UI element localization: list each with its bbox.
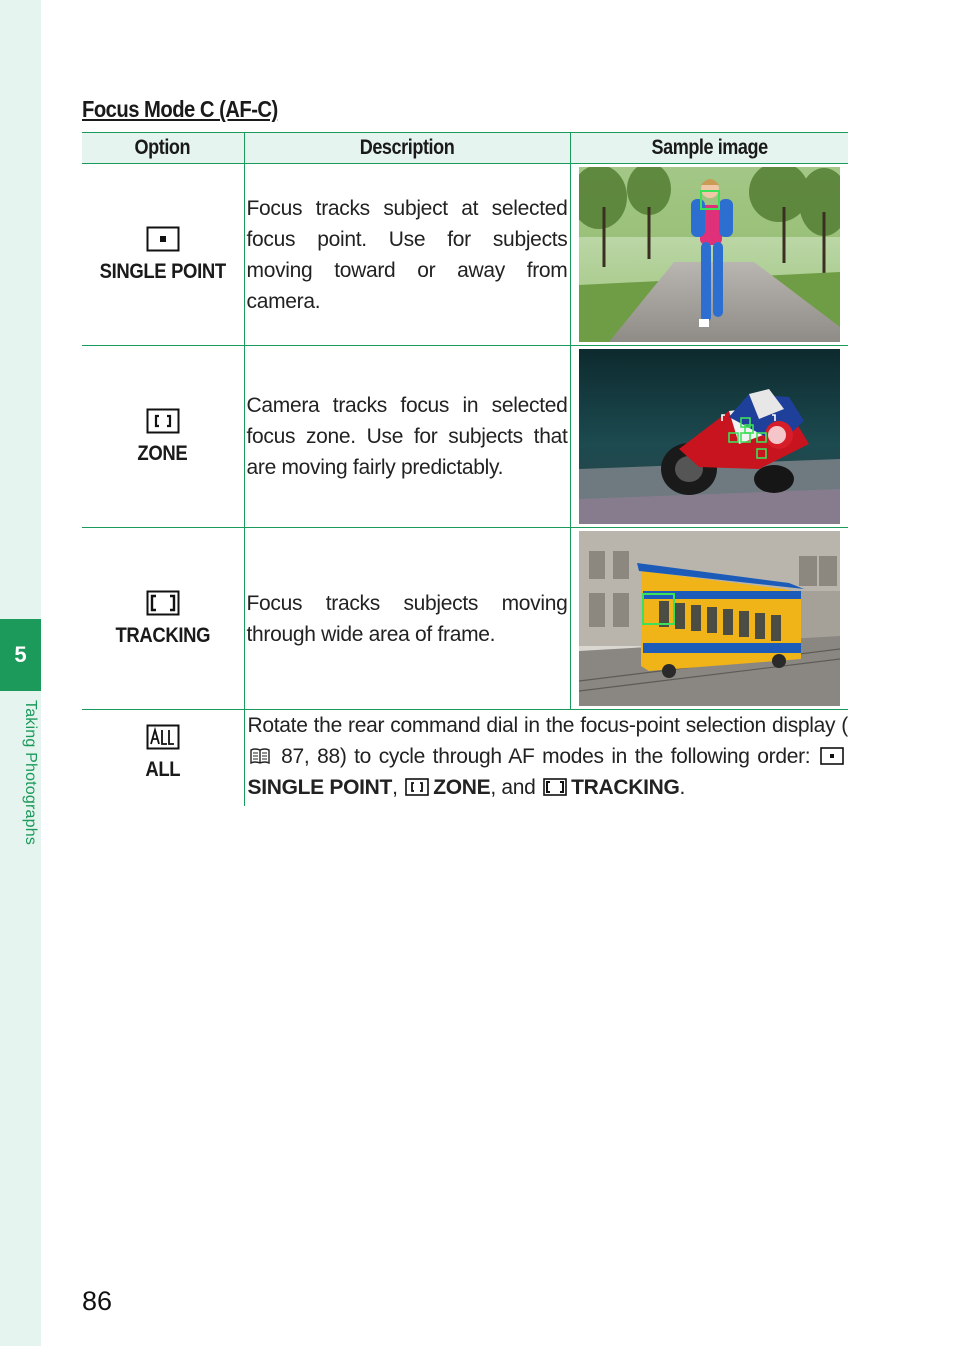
single-point-icon [146, 226, 180, 252]
table-row-all [82, 710, 848, 806]
option-cell [82, 164, 244, 346]
sample-cell [570, 164, 848, 346]
option-label: SINGLE POINT [99, 259, 226, 283]
option-cell [82, 346, 244, 528]
table-row [82, 346, 848, 528]
all-sep-2: , and [490, 776, 536, 799]
sample-cell [570, 528, 848, 710]
section-title: Focus Mode C (AF-C) [82, 96, 278, 122]
option-label: TRACKING [115, 623, 211, 647]
single-point-icon [820, 747, 844, 765]
option-label: ALL [145, 758, 181, 781]
table-row [82, 164, 848, 346]
tracking-icon [146, 590, 180, 616]
all-sep-1: , [392, 776, 398, 799]
description-cell: Camera tracks focus in selected focus zone. Use for subjects that are moving fairly predictably. [244, 346, 570, 528]
tracking-icon [543, 778, 567, 796]
option-cell [82, 710, 244, 806]
all-pages: 87, 88) to cycle through AF modes in the following order: [273, 745, 811, 768]
option-cell [82, 528, 244, 710]
zone-icon [405, 778, 429, 796]
header-description: Description [244, 133, 570, 164]
all-mode-zone: ZONE [433, 776, 491, 799]
sample-cell [570, 346, 848, 528]
table-header-row [82, 133, 848, 164]
all-icon [146, 724, 180, 750]
af-mode-table [82, 132, 848, 806]
chapter-tab [0, 619, 41, 691]
description-cell: Focus tracks subject at selected focus point. Use for subjects moving toward or away from camera. [244, 164, 570, 346]
sample-image-runner [579, 167, 840, 342]
all-text-before: Rotate the rear command dial in the focus-point selection display ( [247, 714, 848, 737]
all-end: . [679, 776, 686, 799]
table-row [82, 528, 848, 710]
zone-icon [146, 408, 180, 434]
chapter-number: 5 [14, 642, 27, 667]
all-mode-single-point: SINGLE POINT [247, 776, 393, 799]
chapter-label: Taking Photographs [22, 700, 39, 846]
sample-image-motorcycle [579, 349, 840, 524]
sample-image-tram [579, 531, 840, 706]
description-cell [244, 710, 848, 806]
page-number: 86 [82, 1286, 113, 1316]
header-sample: Sample image [570, 133, 848, 164]
all-mode-tracking: TRACKING [571, 776, 680, 799]
page-reference-icon [250, 747, 270, 765]
option-label: ZONE [137, 441, 188, 465]
header-option: Option [82, 133, 244, 164]
description-cell: Focus tracks subjects moving through wide area of frame. [244, 528, 570, 710]
